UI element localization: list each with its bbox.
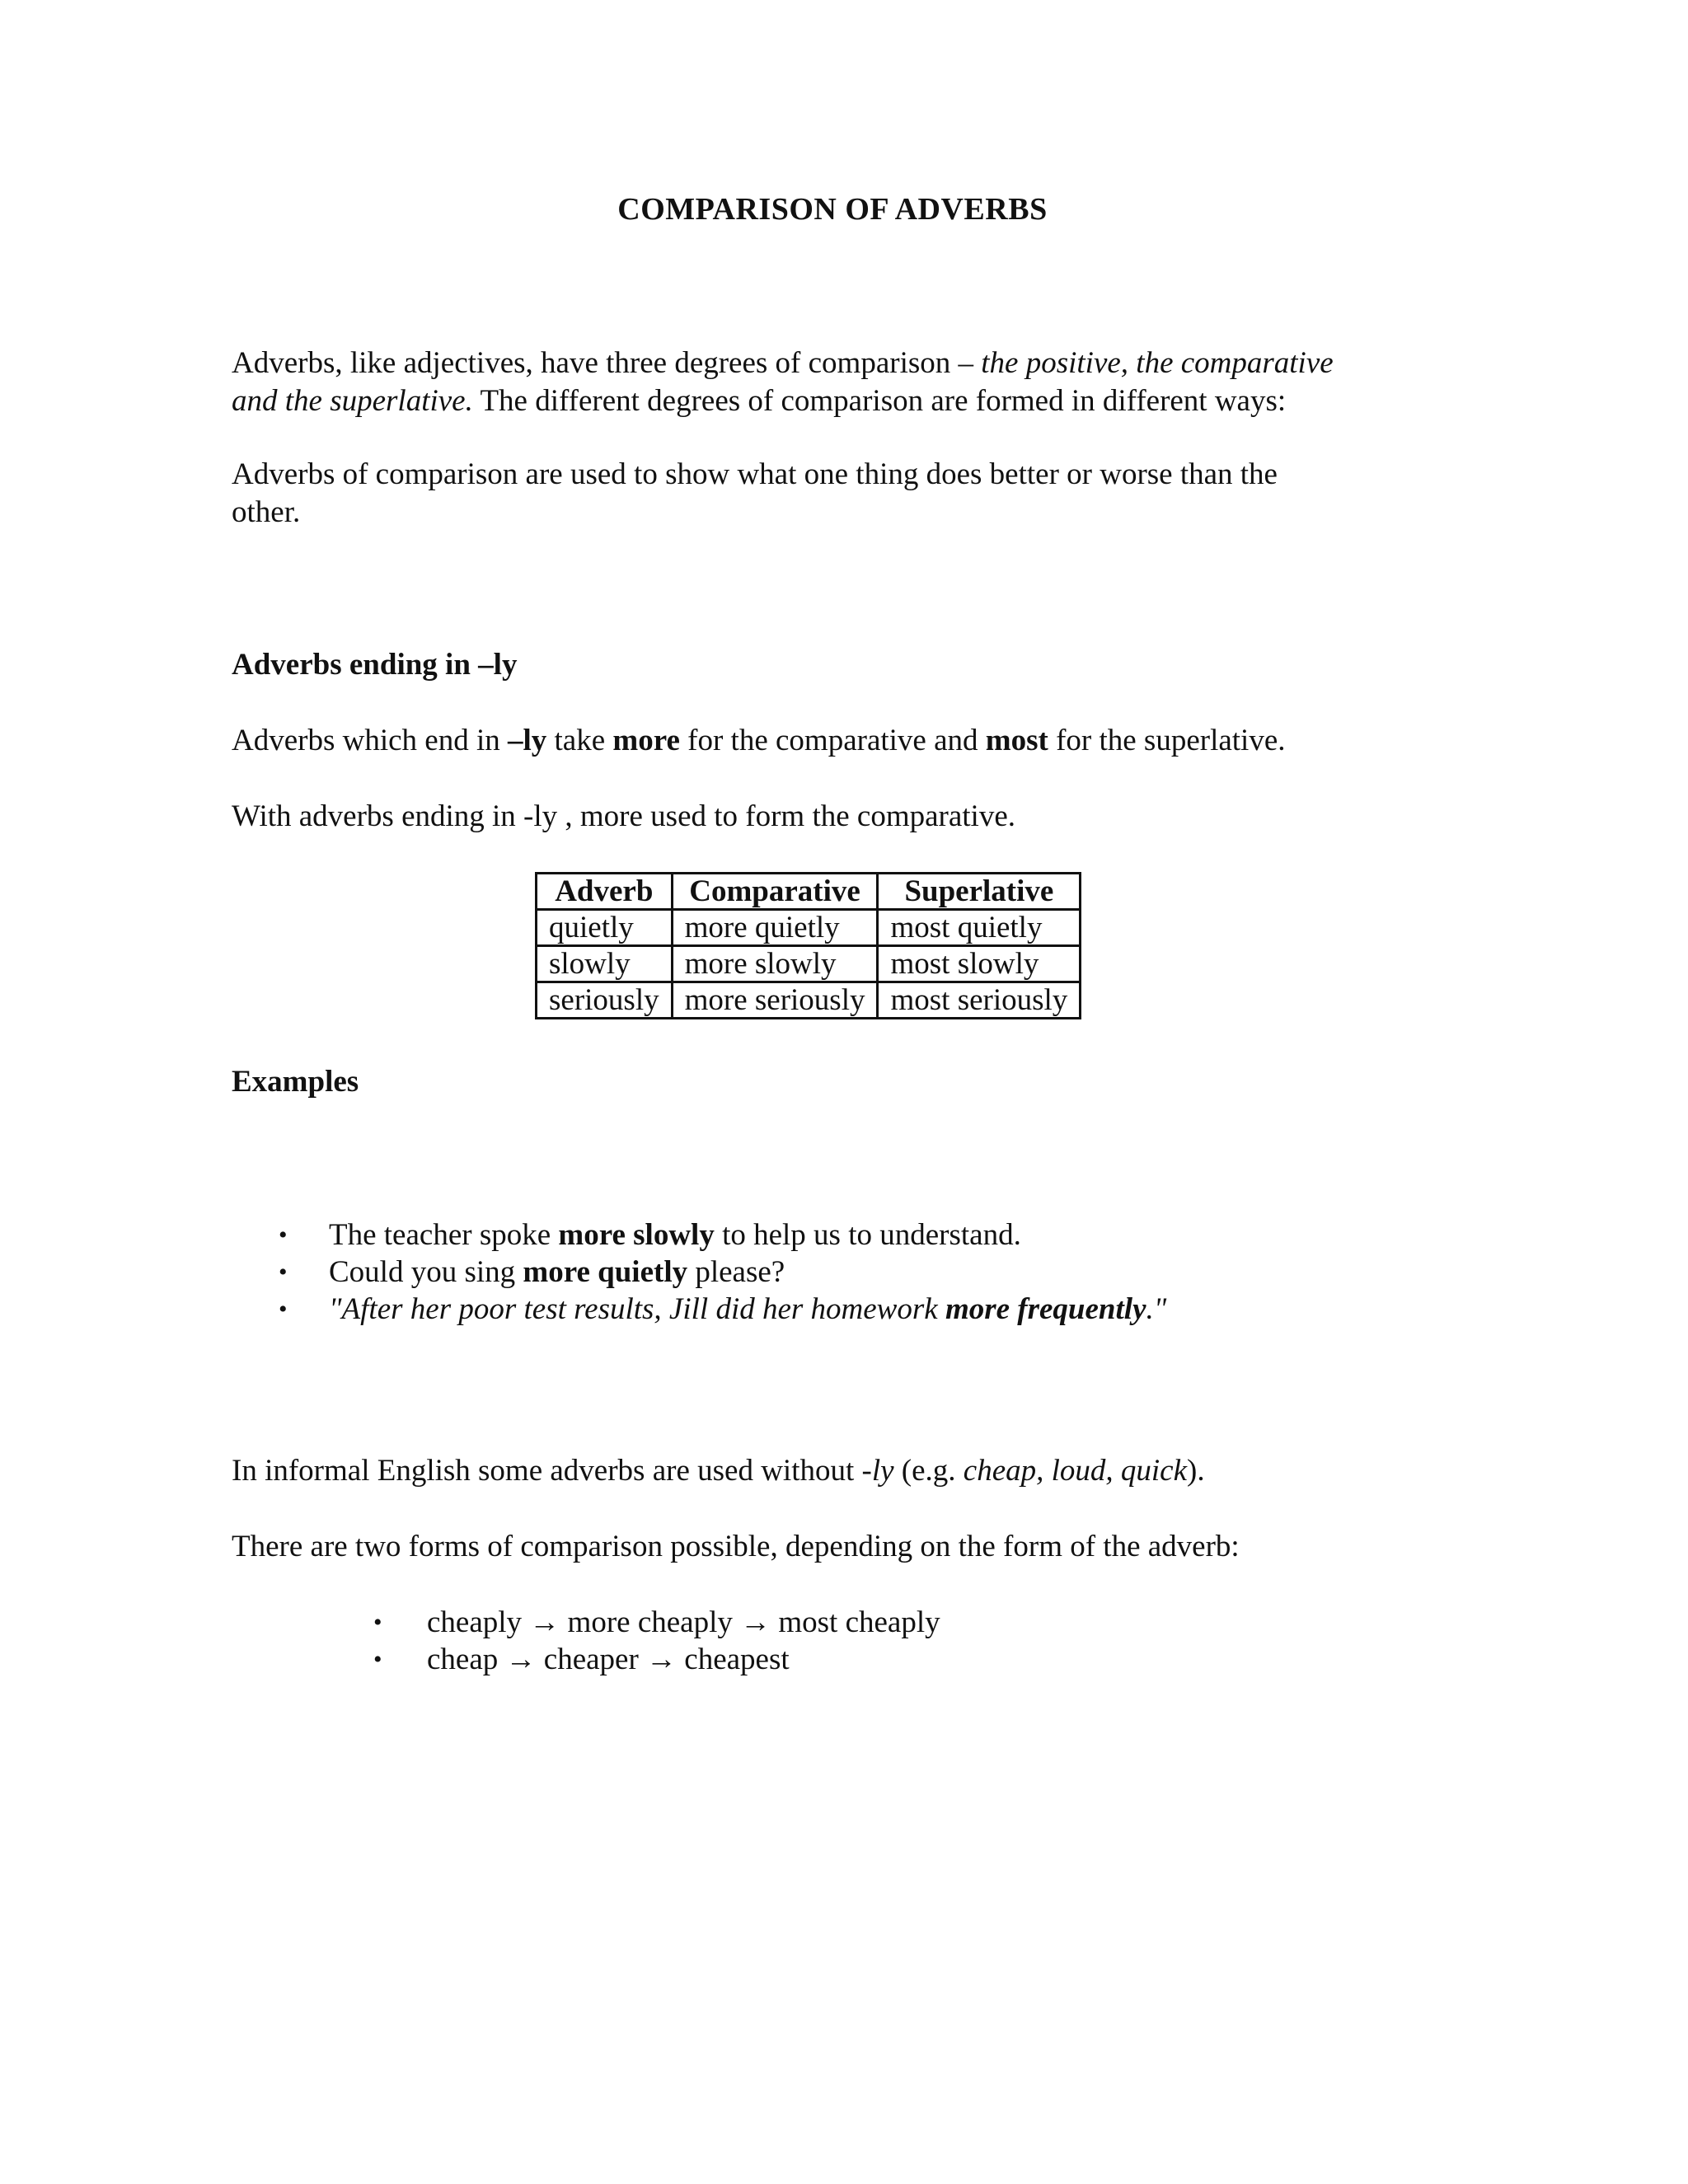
bullet-icon: • xyxy=(373,1609,382,1636)
purpose-line-1: Adverbs of comparison are used to show what one thing does better or worse than the xyxy=(232,457,1278,491)
table-header-cell: Superlative xyxy=(878,874,1081,910)
form-text: cheaply → more cheaply → most cheaply xyxy=(427,1605,940,1639)
informal-text: In informal English some adverbs are used without xyxy=(232,1454,862,1488)
table-cell: quietly xyxy=(537,910,673,946)
example-text: ." xyxy=(1146,1292,1167,1326)
rule-text: for the superlative. xyxy=(1048,724,1286,757)
rule-ly-bold: –ly xyxy=(508,724,547,757)
ly-rule-paragraph xyxy=(232,722,1451,760)
forms-list xyxy=(328,1604,940,1678)
informal-paragraph xyxy=(232,1452,1451,1490)
table-cell: most seriously xyxy=(878,982,1081,1019)
table-cell: seriously xyxy=(537,982,673,1019)
list-item xyxy=(232,1254,1166,1291)
adverb-comparison-table xyxy=(535,872,1081,1019)
informal-text: ). xyxy=(1187,1454,1205,1488)
bullet-icon: • xyxy=(279,1296,288,1323)
table-cell: most slowly xyxy=(878,946,1081,982)
table-header-cell: Adverb xyxy=(537,874,673,910)
list-item xyxy=(232,1216,1166,1254)
example-bold: more frequently xyxy=(945,1292,1146,1326)
rule-more-bold: more xyxy=(612,724,680,757)
table-row xyxy=(537,910,1081,946)
bullet-icon: • xyxy=(279,1221,288,1249)
examples-list xyxy=(232,1216,1166,1328)
table-cell: more quietly xyxy=(672,910,878,946)
intro-paragraph xyxy=(232,344,1451,420)
ly-note-paragraph: With adverbs ending in -ly , more used to form the comparative. xyxy=(232,799,1015,833)
example-text: "After her poor test results, Jill did her homework xyxy=(329,1292,945,1326)
table-cell: more slowly xyxy=(672,946,878,982)
page-title: COMPARISON OF ADVERBS xyxy=(617,192,1048,227)
form-text: cheap → cheaper → cheapest xyxy=(427,1643,790,1676)
table-header-row xyxy=(537,874,1081,910)
table-cell: more seriously xyxy=(672,982,878,1019)
table-cell: most quietly xyxy=(878,910,1081,946)
comparison-purpose-paragraph xyxy=(232,456,1451,532)
rule-text: take xyxy=(546,724,613,757)
intro-degrees-italic-cont: and the superlative. xyxy=(232,384,473,418)
table-row xyxy=(537,946,1081,982)
example-text: to help us to understand. xyxy=(714,1218,1021,1252)
informal-examples-italic: cheap, loud, quick xyxy=(963,1454,1188,1488)
informal-text: (e.g. xyxy=(893,1454,964,1488)
section-heading-ly: Adverbs ending in –ly xyxy=(232,648,518,682)
purpose-line-2: other. xyxy=(232,495,301,529)
list-item xyxy=(328,1641,940,1678)
example-bold: more slowly xyxy=(558,1218,715,1252)
examples-heading: Examples xyxy=(232,1065,359,1099)
rule-text: for the comparative and xyxy=(679,724,986,757)
example-bold: more quietly xyxy=(523,1255,688,1289)
bullet-icon: • xyxy=(373,1646,382,1673)
bullet-icon: • xyxy=(279,1258,288,1286)
table-cell: slowly xyxy=(537,946,673,982)
list-item xyxy=(328,1604,940,1641)
example-text: Could you sing xyxy=(329,1255,523,1289)
table-row xyxy=(537,982,1081,1019)
rule-text: Adverbs which end in xyxy=(232,724,508,757)
table-header-cell: Comparative xyxy=(672,874,878,910)
intro-text: Adverbs, like adjectives, have three degrees of comparison xyxy=(232,346,951,380)
example-text: The teacher spoke xyxy=(329,1218,559,1252)
list-item xyxy=(232,1291,1166,1328)
intro-dash: – xyxy=(950,346,982,380)
intro-degrees-italic: the positive, the comparative xyxy=(981,346,1334,380)
example-text: please? xyxy=(687,1255,785,1289)
informal-ly-italic: -ly xyxy=(861,1454,894,1488)
rule-most-bold: most xyxy=(985,724,1048,757)
forms-paragraph: There are two forms of comparison possible, depending on the form of the adverb: xyxy=(232,1530,1240,1563)
intro-text-cont: The different degrees of comparison are formed in different ways: xyxy=(472,384,1287,418)
